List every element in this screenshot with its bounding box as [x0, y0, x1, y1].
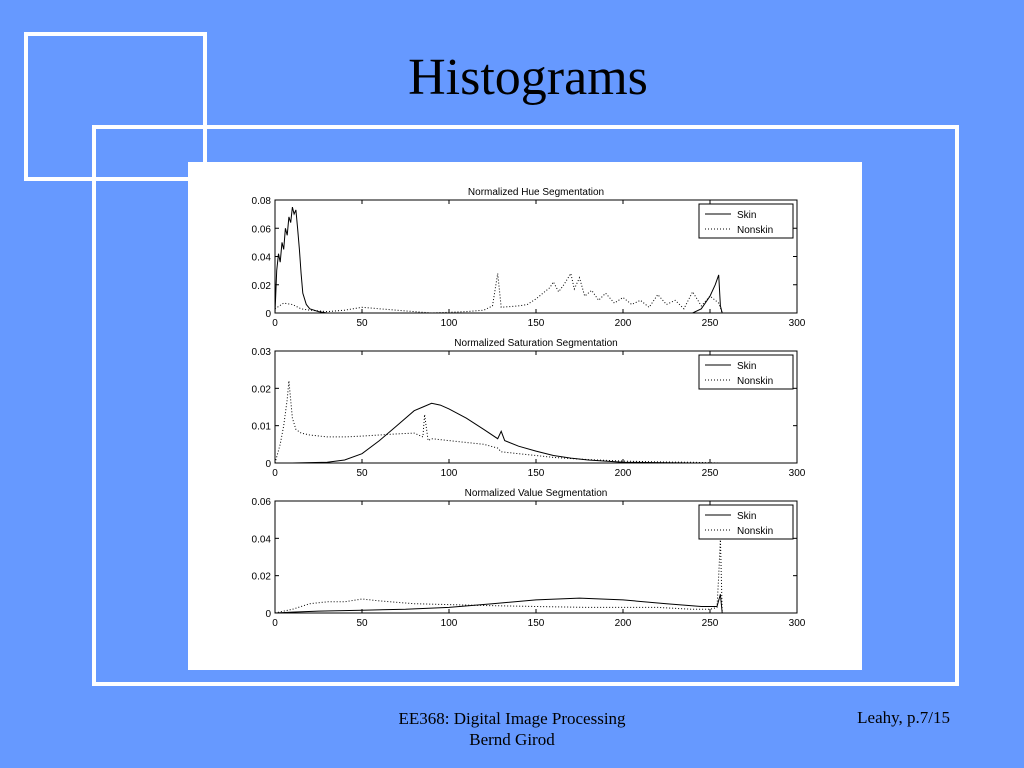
histogram-figure	[188, 162, 862, 670]
y-tick-label: 0.02	[251, 571, 271, 583]
series-line-nonskin	[275, 538, 722, 613]
y-tick-label: 0	[265, 609, 271, 620]
y-tick-label: 0.08	[251, 196, 271, 207]
chart-title: Normalized Saturation Segmentation	[454, 338, 618, 349]
x-tick-label: 50	[356, 468, 368, 479]
y-tick-label: 0.02	[251, 384, 271, 396]
legend-label: Nonskin	[737, 225, 774, 236]
legend-label: Nonskin	[737, 526, 774, 537]
x-tick-label: 300	[788, 318, 806, 329]
x-tick-label: 0	[272, 618, 278, 629]
x-tick-label: 50	[356, 618, 368, 629]
y-tick-label: 0.06	[251, 224, 271, 236]
footer-page: Leahy, p.7/15	[857, 708, 950, 727]
y-tick-label: 0.03	[251, 347, 271, 358]
y-tick-label: 0.04	[251, 252, 271, 264]
legend-label: Nonskin	[737, 376, 774, 387]
x-tick-label: 150	[527, 468, 545, 479]
series-line-skin	[275, 207, 722, 313]
footer-author: Bernd Girod	[469, 730, 555, 749]
y-tick-label: 0	[265, 309, 271, 320]
legend-label: Skin	[737, 361, 757, 372]
x-tick-label: 250	[701, 468, 719, 479]
x-tick-label: 250	[701, 618, 719, 629]
x-tick-label: 0	[272, 318, 278, 329]
footer-course-block	[380, 708, 644, 750]
footer-course: EE368: Digital Image Processing	[398, 709, 626, 728]
series-line-skin	[275, 594, 722, 613]
histogram-charts	[188, 162, 862, 670]
chart-panel-3	[252, 488, 806, 629]
x-tick-label: 100	[440, 468, 458, 479]
x-tick-label: 50	[356, 318, 368, 329]
chart-title: Normalized Hue Segmentation	[467, 187, 605, 198]
x-tick-label: 300	[788, 618, 806, 629]
x-tick-label: 100	[440, 618, 458, 629]
series-line-nonskin	[275, 381, 720, 463]
legend	[699, 505, 793, 539]
y-tick-label: 0.01	[251, 421, 271, 433]
series-line-nonskin	[275, 274, 722, 314]
legend	[699, 355, 793, 389]
chart-panel-1	[252, 187, 806, 329]
y-tick-label: 0	[265, 459, 271, 470]
series-line-skin	[275, 403, 720, 463]
x-tick-label: 200	[614, 318, 632, 329]
legend	[699, 204, 793, 238]
chart-panel-2	[252, 338, 806, 479]
chart-title: Normalized Value Segmentation	[464, 488, 608, 499]
x-tick-label: 150	[527, 618, 545, 629]
x-tick-label: 0	[272, 468, 278, 479]
y-tick-label: 0.06	[251, 497, 271, 508]
x-tick-label: 300	[788, 468, 806, 479]
slide-title: Histograms	[408, 49, 648, 106]
x-tick-label: 250	[701, 318, 719, 329]
legend-label: Skin	[737, 210, 757, 221]
y-tick-label: 0.02	[251, 280, 271, 292]
x-tick-label: 200	[614, 618, 632, 629]
x-tick-label: 100	[440, 318, 458, 329]
x-tick-label: 150	[527, 318, 545, 329]
x-tick-label: 200	[614, 468, 632, 479]
y-tick-label: 0.04	[251, 534, 271, 546]
legend-label: Skin	[737, 511, 757, 522]
